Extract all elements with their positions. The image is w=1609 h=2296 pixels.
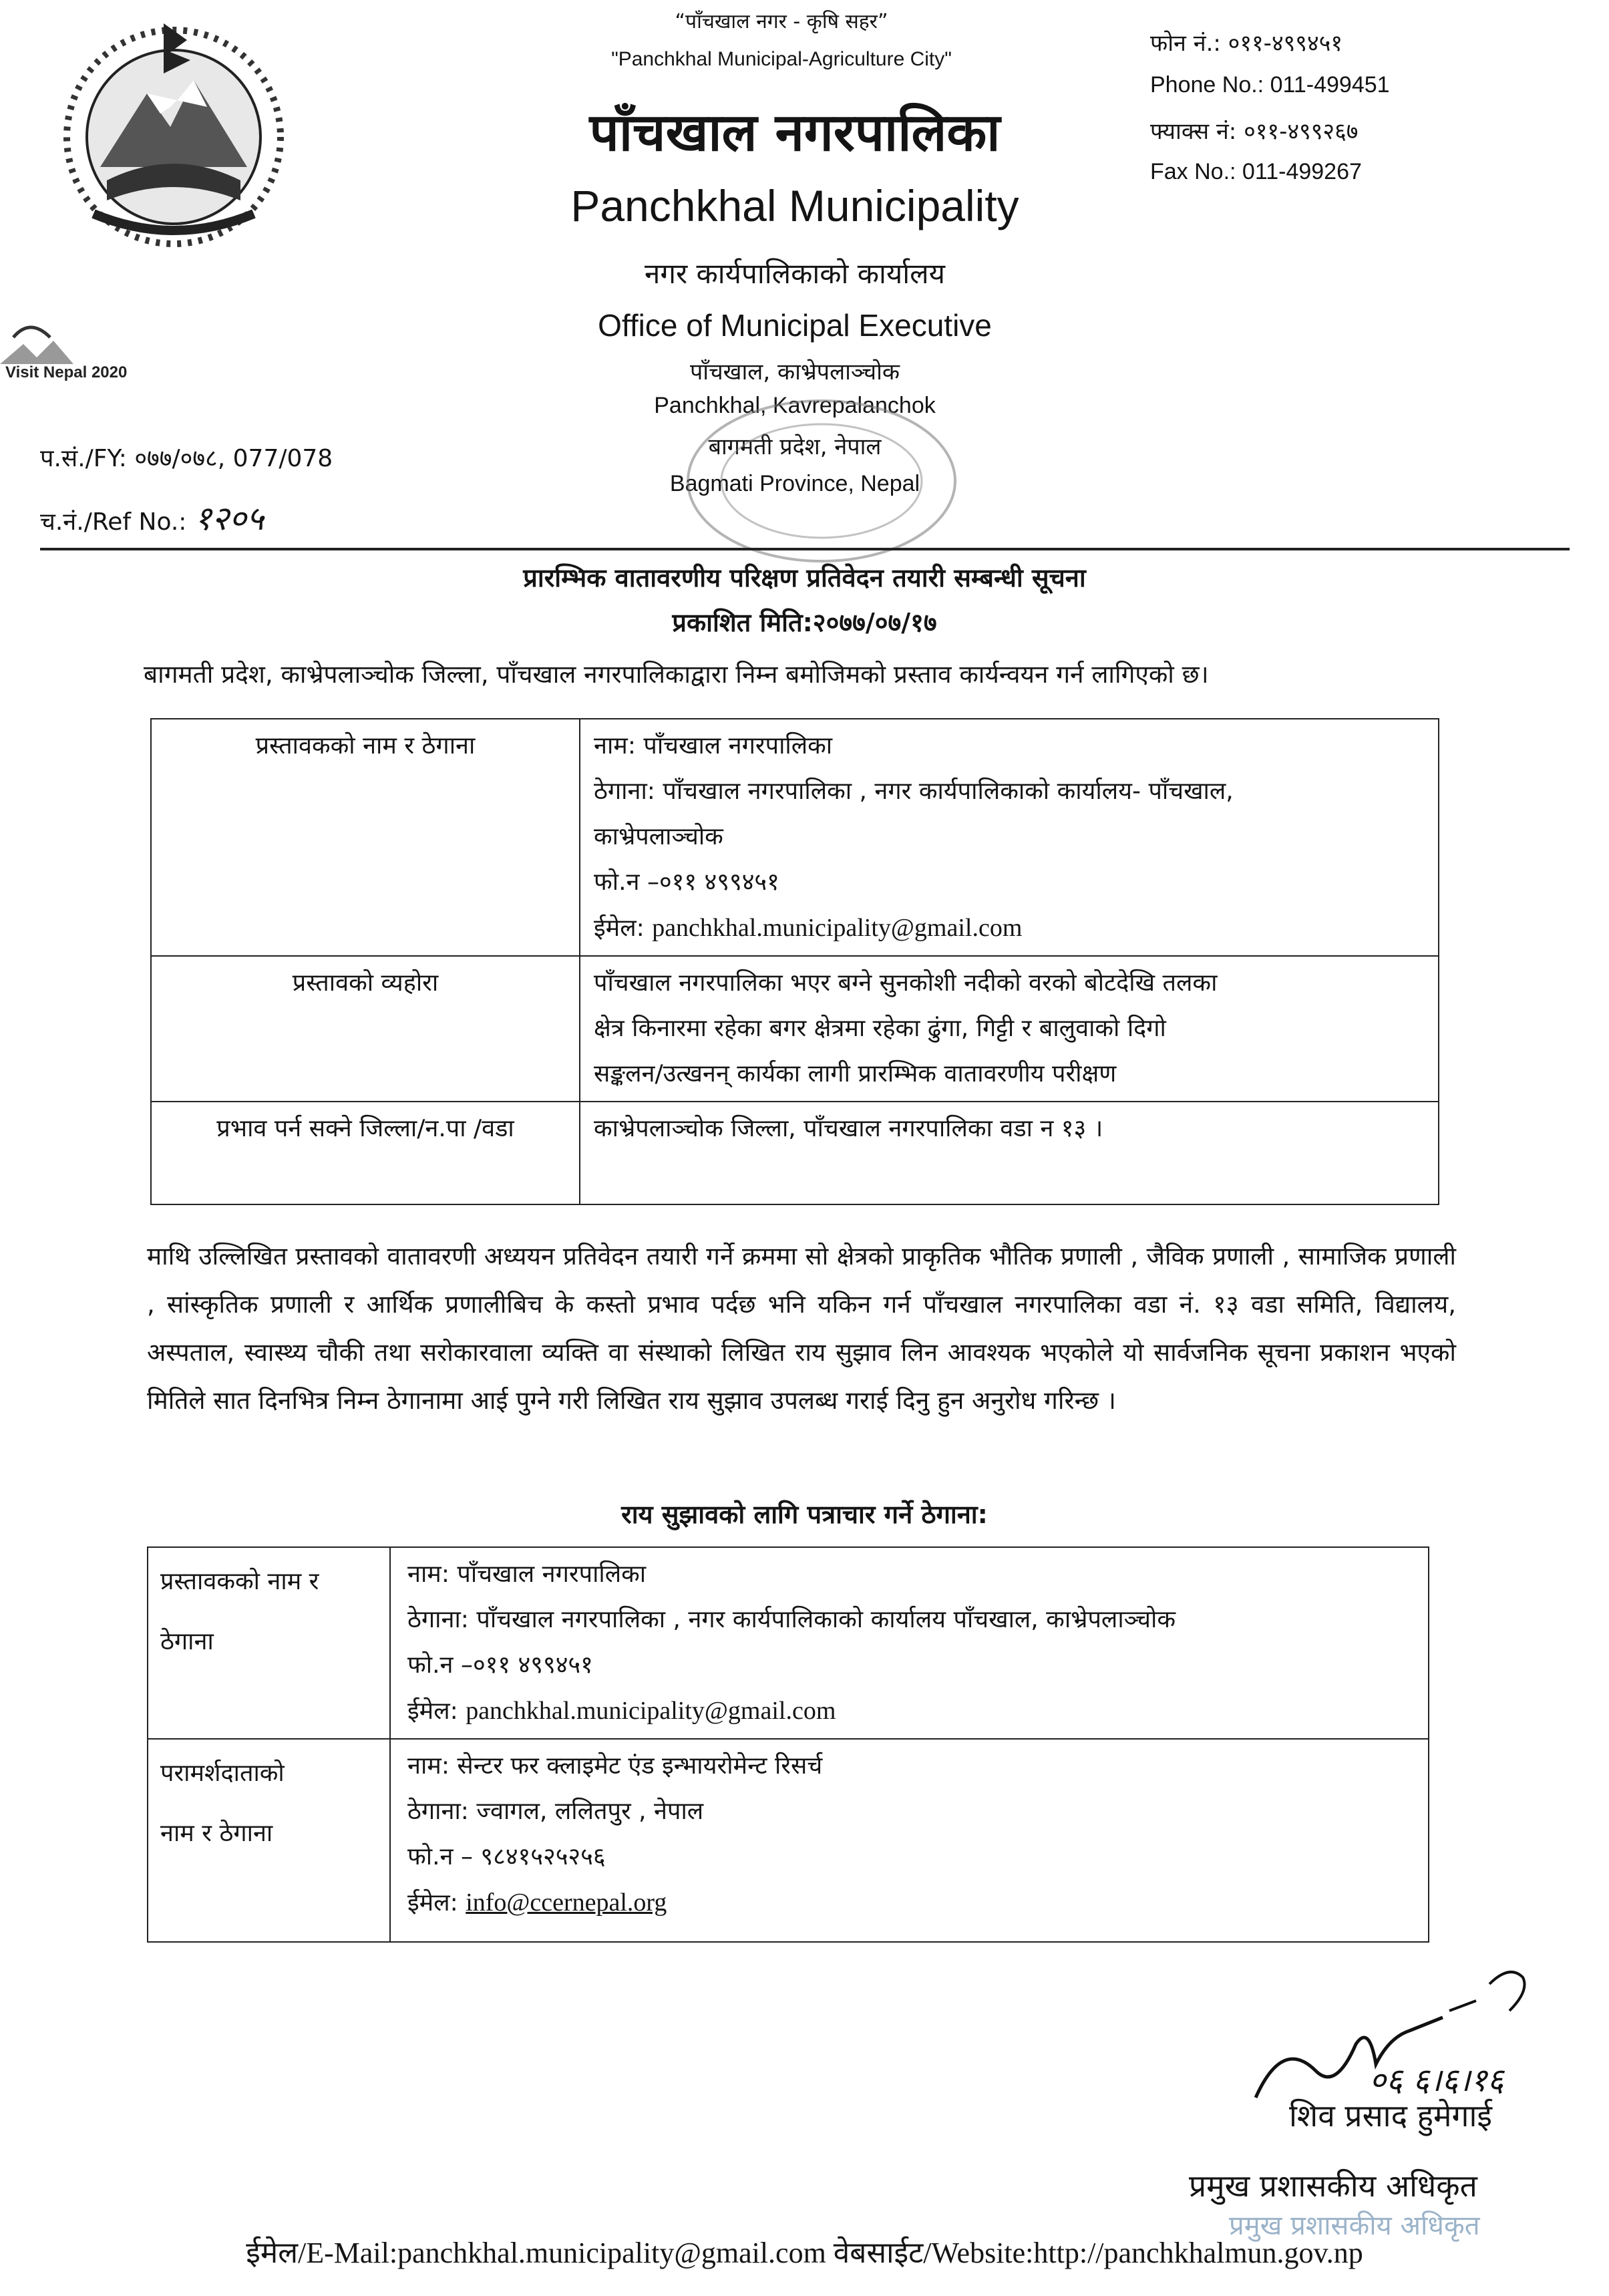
label-line: परामर्शदाताको bbox=[160, 1760, 285, 1787]
proposer-email: panchkhal.municipality@gmail.com bbox=[466, 1697, 836, 1725]
slogan-en: "Panchkhal Municipal-Agriculture City" bbox=[611, 48, 952, 70]
office-stamp bbox=[681, 381, 962, 561]
table-row bbox=[148, 1547, 1429, 1739]
proposer-phone: फो.न –०११ ४९९४५१ bbox=[594, 868, 779, 896]
slogan-np: “पाँचखाल नगर - कृषि सहर” bbox=[675, 10, 888, 33]
correspondence-table bbox=[147, 1546, 1429, 1943]
label-line: प्रस्तावकको नाम र bbox=[160, 1568, 319, 1595]
ref-label: च.नं./Ref No.: bbox=[40, 508, 187, 536]
municipality-title-np: पाँचखाल नगरपालिका bbox=[589, 103, 1001, 163]
proposer-details bbox=[580, 719, 1439, 956]
office-title-np: नगर कार्यपालिकाको कार्यालय bbox=[645, 257, 945, 290]
proposer-email-line bbox=[407, 1688, 1411, 1734]
proposer-name: नाम: पाँचखाल नगरपालिका bbox=[407, 1561, 647, 1588]
proposer-address: ठेगाना: पाँचखाल नगरपालिका , नगर कार्यपालिकाको कार्यालय- पाँचखाल, bbox=[594, 778, 1234, 805]
municipality-title-en: Panchkhal Municipality bbox=[570, 181, 1019, 230]
email-label: ईमेल: bbox=[407, 1889, 466, 1917]
affected-area-label: प्रभाव पर्न सक्ने जिल्ला/न.पा /वडा bbox=[151, 1102, 580, 1204]
table-row bbox=[151, 956, 1439, 1102]
signatory-stamp: प्रमुख प्रशासकीय अधिकृत bbox=[1229, 2210, 1480, 2241]
notice-intro: बागमती प्रदेश, काभ्रेपलाञ्चोक जिल्ला, पाँचखाल नगरपालिकाद्वारा निम्न बमोजिमको प्रस्ताव कार्यन्वयन गर्न लागिएको छ। bbox=[144, 660, 1209, 689]
proposer-name: नाम: पाँचखाल नगरपालिका bbox=[594, 732, 833, 760]
address-line-3: बागमती प्रदेश, नेपाल bbox=[708, 434, 882, 460]
fiscal-year bbox=[40, 441, 333, 474]
proposer-label bbox=[148, 1547, 390, 1739]
signatory-title: प्रमुख प्रशासकीय अधिकृत bbox=[1189, 2168, 1477, 2204]
consultant-phone: फो.न – ९८४१५२५२५६ bbox=[407, 1843, 606, 1870]
visit-nepal-logo bbox=[0, 311, 128, 397]
address-line-1: पाँचखाल, काभ्रेपलाञ्चोक bbox=[689, 359, 900, 385]
ref-value: १२०५ bbox=[194, 499, 264, 538]
reference-number bbox=[40, 494, 264, 540]
svg-text:Visit Nepal 2020: Visit Nepal 2020 bbox=[5, 363, 128, 381]
consultant-email: info@ccernepal.org bbox=[466, 1889, 667, 1917]
proposer-district: काभ्रेपलाञ्चोक bbox=[594, 823, 723, 850]
svg-text:०६ ६।६।१६: ०६ ६।६।१६ bbox=[1369, 2062, 1504, 2099]
affected-area: काभ्रेपलाञ्चोक जिल्ला, पाँचखाल नगरपालिका वडा न १३ । bbox=[580, 1102, 1439, 1204]
email-label: ईमेल: bbox=[594, 915, 653, 942]
signatory-name: शिव प्रसाद हुमेगाई bbox=[1289, 2098, 1492, 2134]
consultant-contact bbox=[390, 1739, 1429, 1942]
address-line-4: Bagmati Province, Nepal bbox=[669, 471, 920, 496]
proposer-label: प्रस्तावकको नाम र ठेगाना bbox=[151, 719, 580, 956]
proposer-address: ठेगाना: पाँचखाल नगरपालिका , नगर कार्यपालिकाको कार्यालय पाँचखाल, काभ्रेपलाञ्चोक bbox=[407, 1606, 1176, 1633]
table-row bbox=[151, 1102, 1439, 1204]
proposer-email-line bbox=[594, 905, 1425, 951]
header-divider bbox=[40, 548, 1570, 550]
office-title-en: Office of Municipal Executive bbox=[598, 308, 992, 343]
proposer-contact bbox=[390, 1547, 1429, 1739]
consultant-address: ठेगाना: ज्वागल, ललितपुर , नेपाल bbox=[407, 1798, 704, 1825]
proposer-phone: फो.न –०११ ४९९४५१ bbox=[407, 1651, 593, 1679]
fax-en: Fax No.: 011-499267 bbox=[1150, 159, 1362, 184]
notice-body: माथि उल्लिखित प्रस्तावको वातावरणी अध्ययन प्रतिवेदन तयारी गर्ने क्रममा सो क्षेत्रको प्राकृतिक भौतिक प्रणाली , जैविक प्रणाली , सामाजिक प्रणाली , सांस्कृतिक प्रणाली र आर्थिक प्रणालीबिच के कस्तो प्रभाव पर्दछ भनि यकिन गर्न पाँचखाल नगरपालिका वडा नं. १३ वडा समिति, विद्यालय, अस्पताल, स्वास्थ्य चौकी तथा सरोकारवाला व्यक्ति वा संस्थाको लिखित राय सुझाव लिन आवश्यक भएकोले यो सार्वजनिक सूचना प्रकाशन भएको मितिले सात दिनभित्र निम्न ठेगानामा आई पुग्ने गरी लिखित राय सुझाव उपलब्ध गराई दिनु हुन अनुरोध गरिन्छ । bbox=[147, 1242, 1456, 1415]
fy-label: प.सं./FY: bbox=[40, 445, 127, 472]
address-line-2: Panchkhal, Kavrepalanchok bbox=[654, 393, 936, 418]
description-line-2: क्षेत्र किनारमा रहेका बगर क्षेत्रमा रहेका ढुंगा, गिट्टी र बालुवाको दिगो bbox=[594, 1015, 1166, 1042]
table-row bbox=[148, 1739, 1429, 1942]
nepal-emblem-icon bbox=[53, 13, 294, 254]
footer-contact: ईमेल/E-Mail:panchkhal.municipality@gmail.com वेबसाईट/Website:http://panchkhalmun.gov.np bbox=[246, 2237, 1363, 2269]
phone-np: फोन नं.: ०११-४९९४५१ bbox=[1150, 30, 1343, 57]
proposer-email: panchkhal.municipality@gmail.com bbox=[652, 914, 1023, 942]
consultant-label bbox=[148, 1739, 390, 1942]
label-line: नाम र ठेगाना bbox=[160, 1820, 273, 1847]
published-date: प्रकाशित मिति:२०७७/०७/१७ bbox=[672, 608, 937, 637]
proposal-table bbox=[150, 718, 1439, 1205]
notice-title: प्रारम्भिक वातावरणीय परिक्षण प्रतिवेदन तयारी सम्बन्धी सूचना bbox=[523, 563, 1086, 593]
consultant-name: नाम: सेन्टर फर क्लाइमेट एंड इन्भायरोमेन्ट रिसर्च bbox=[407, 1752, 823, 1780]
fy-value: ०७७/०७८, 077/078 bbox=[134, 445, 333, 472]
phone-en: Phone No.: 011-499451 bbox=[1150, 72, 1390, 98]
proposal-description bbox=[580, 956, 1439, 1102]
email-label: ईमेल: bbox=[407, 1697, 466, 1725]
label-line: ठेगाना bbox=[160, 1628, 214, 1655]
table-row bbox=[151, 719, 1439, 956]
fax-np: फ्याक्स नं: ०११-४९९२६७ bbox=[1150, 118, 1359, 145]
description-line-1: पाँचखाल नगरपालिका भएर बग्ने सुनकोशी नदीको वरको बोटदेखि तलका bbox=[594, 969, 1218, 997]
consultant-email-line bbox=[407, 1880, 1411, 1926]
description-line-3: सङ्कलन/उत्खनन् कार्यका लागी प्रारम्भिक वातावरणीय परीक्षण bbox=[594, 1060, 1117, 1088]
proposal-description-label: प्रस्तावको व्यहोरा bbox=[151, 956, 580, 1102]
correspondence-title: राय सुझावको लागि पत्राचार गर्ने ठेगाना: bbox=[621, 1500, 988, 1529]
